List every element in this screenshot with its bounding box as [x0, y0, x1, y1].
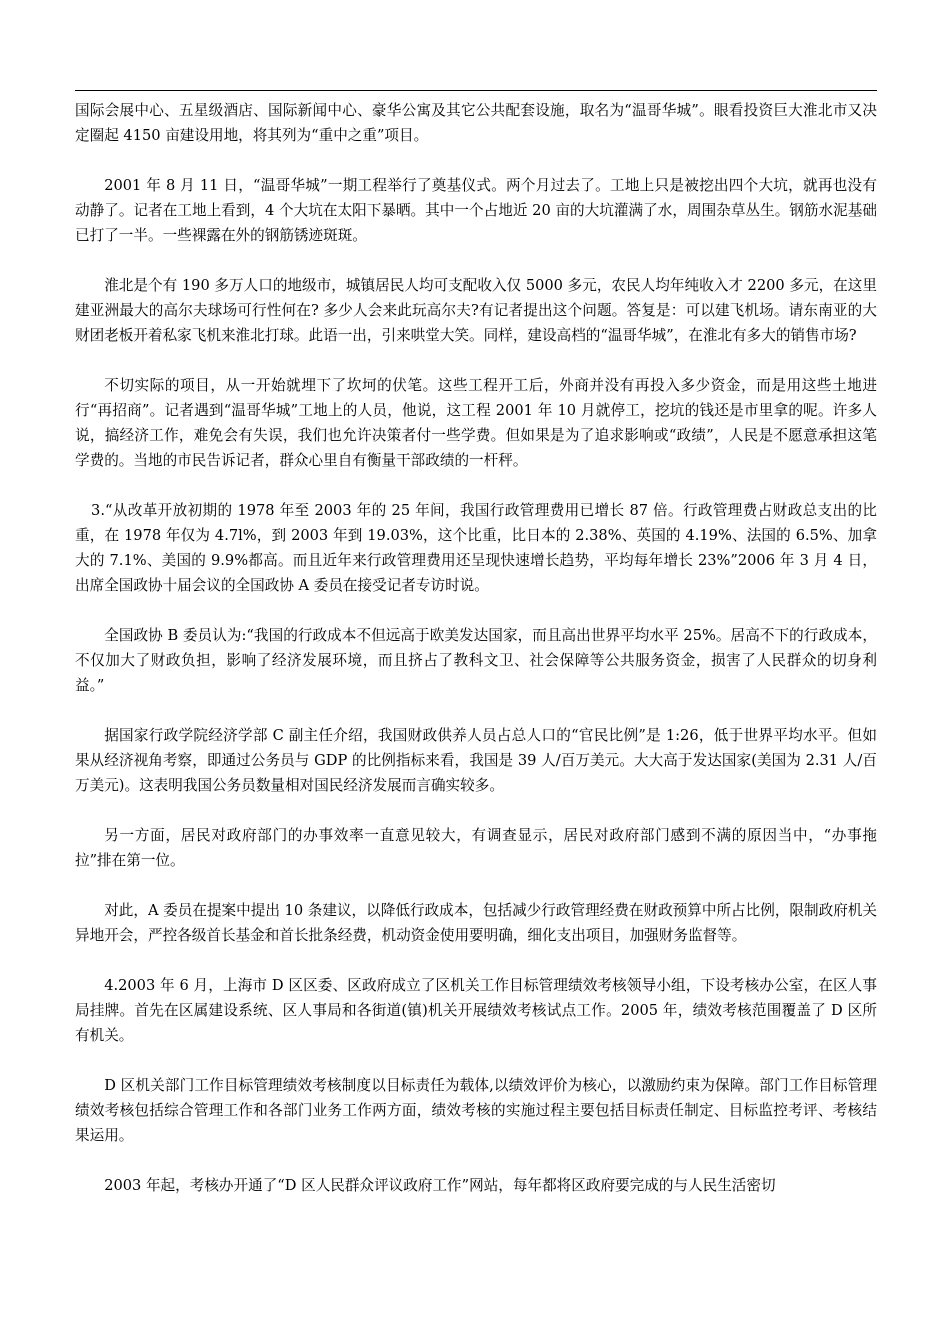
header-divider [75, 90, 877, 91]
paragraph-performance-system: D 区机关部门工作目标管理绩效考核制度以目标责任为载体,以绩效评价为核心，以激励约束为保障。部门工作目标管理绩效考核包括综合管理工作和各部门业务工作两方面，绩效考核的实施过程主要包括目标责任制定、目标监控考评、考核结果运用。 [75, 1077, 877, 1144]
paragraph-unrealistic-project: 不切实际的项目，从一开始就埋下了坎坷的伏笔。这些工程开工后，外商并没有再投入多少资金，而是用这些土地进行“再招商”。记者遇到“温哥华城”工地上的人员，他说，这工程 2001 年 10 月就停工，挖坑的钱还是市里拿的呢。许多人说，搞经济工作，难免会有失误，我们也允许决策者付一些学费。但如果是为了追求影响或“政绩”，人民是不愿意承担这笔学费的。当地的市民告诉记者，群众心里自有衡量干部政绩的一杆秤。 [75, 377, 877, 469]
paragraph-vancouver-city-intro: 国际会展中心、五星级酒店、国际新闻中心、豪华公寓及其它公共配套设施，取名为“温哥华城”。眼看投资巨大淮北市又决定圈起 4150 亩建设用地，将其列为“重中之重”项目。 [75, 102, 877, 144]
document-body [75, 98, 877, 1223]
paragraph-official-ratio: 据国家行政学院经济学部 C 副主任介绍，我国财政供养人员占总人口的“官民比例”是 1:26，低于世界平均水平。但如果从经济视角考察，即通过公务员与 GDP 的比例指标来看，我国是 39 人/百万美元。大大高于发达国家(美国为 2.31 人/百万美元)。这表明我国公务员数量相对国民经济发展而言确实较多。 [75, 727, 877, 794]
paragraph-item-4-district-d: 4.2003 年 6 月，上海市 D 区区委、区政府成立了区机关工作目标管理绩效考核领导小组，下设考核办公室，在区人事局挂牌。首先在区属建设系统、区人事局和各街道(镇)机关开展绩效考核试点工作。2005 年，绩效考核范围覆盖了 D 区所有机关。 [75, 977, 877, 1044]
paragraph-item-3-admin-costs: 3.“从改革开放初期的 1978 年至 2003 年的 25 年间，我国行政管理费用已增长 87 倍。行政管理费占财政总支出的比重，在 1978 年仅为 4.7l%，到 2003 年到 19.03%，这个比重，比日本的 2.38%、英国的 4.19%、法国的 6.5%、加拿大的 7.1%、美国的 9.9%都高。而且近年来行政管理费用还呈现快速增长趋势，平均每年增长 23%”2006 年 3 月 4 日，出席全国政协十届会议的全国政协 A 委员在接受记者专访时说。 [75, 502, 877, 594]
paragraph-evaluation-website: 2003 年起，考核办开通了“D 区人民群众评议政府工作”网站，每年都将区政府要完成的与人民生活密切 [104, 1177, 776, 1194]
paragraph-efficiency-complaints: 另一方面，居民对政府部门的办事效率一直意见较大，有调查显示，居民对政府部门感到不满的原因当中，“办事拖拉”排在第一位。 [75, 827, 877, 869]
paragraph-ten-suggestions: 对此，A 委员在提案中提出 10 条建议，以降低行政成本，包括减少行政管理经费在财政预算中所占比例，限制政府机关异地开会，严控各级首长基金和首长批条经费，机动资金使用要明确，细化支出项目，加强财务监督等。 [75, 902, 877, 944]
paragraph-member-b-view: 全国政协 B 委员认为:“我国的行政成本不但远高于欧美发达国家，而且高出世界平均水平 25%。居高不下的行政成本，不仅加大了财政负担，影响了经济发展环境，而且挤占了教科文卫、社会保障等公共服务资金，损害了人民群众的切身利益。” [75, 627, 877, 694]
paragraph-huaibei-feasibility: 淮北是个有 190 多万人口的地级市，城镇居民人均可支配收入仅 5000 多元，农民人均年纯收入才 2200 多元，在这里建亚洲最大的高尔夫球场可行性何在? 多少人会来此玩高尔夫?有记者提出这个问题。答复是：可以建飞机场。请东南亚的大财团老板开着私家飞机来淮北打球。此语一出，引来哄堂大笑。同样，建设高档的“温哥华城”，在淮北有多大的销售市场? [75, 277, 877, 344]
paragraph-groundbreaking: 2001 年 8 月 11 日，“温哥华城”一期工程举行了奠基仪式。两个月过去了。工地上只是被挖出四个大坑，就再也没有动静了。记者在工地上看到，4 个大坑在太阳下暴晒。其中一个占地近 20 亩的大坑灌满了水，周围杂草丛生。钢筋水泥基础已打了一半。一些裸露在外的钢筋锈迹斑斑。 [75, 177, 877, 244]
